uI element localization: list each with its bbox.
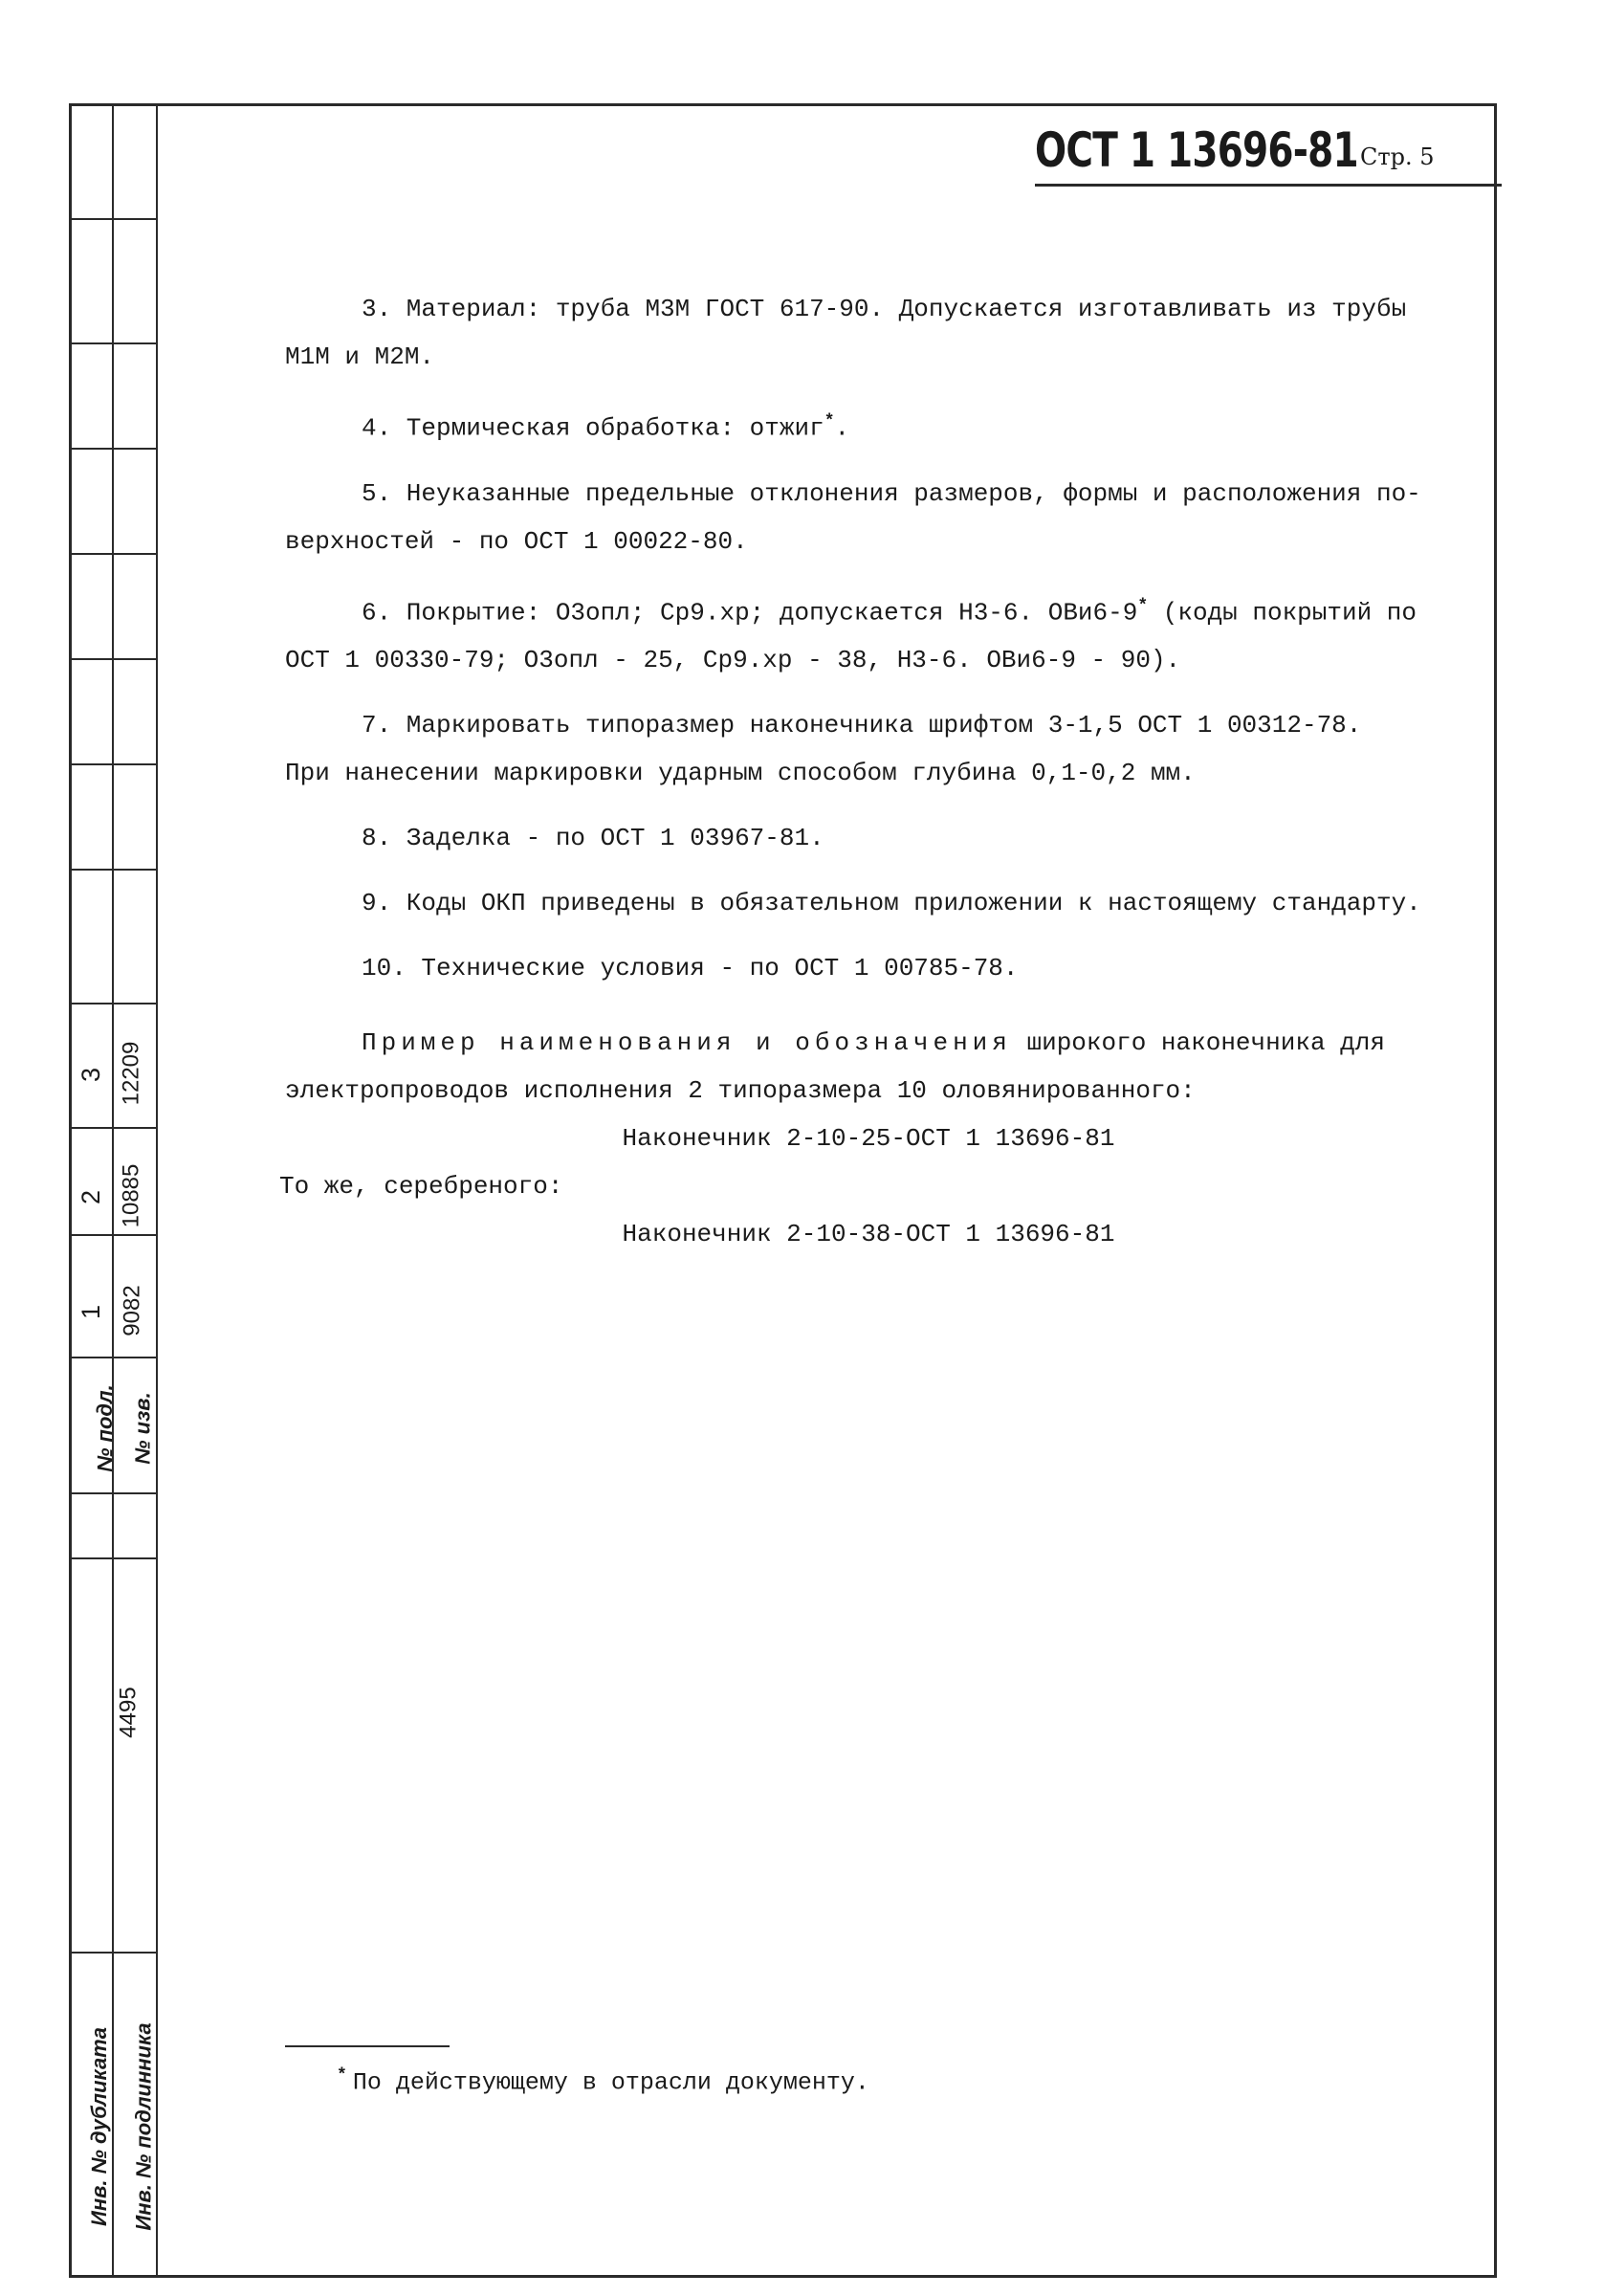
footnote-text: По действующему в отрасли документу. <box>352 2068 869 2097</box>
label-original-inventory: Инв. № подлинника <box>131 2022 156 2231</box>
page-number: Стр. 5 <box>1360 144 1435 170</box>
item-5-line-2: верхностей - по ОСТ 1 00022-80. <box>285 526 748 556</box>
item-6-line-1 <box>285 583 1452 637</box>
rev-doc-9082: 9082 <box>119 1285 145 1336</box>
item-6-line-2: ОСТ 1 00330-79; О3опл - 25, Ср9.хр - 38, Н3-6. ОВи6-9 - 90). <box>285 646 1181 675</box>
item-6-tail: (коды покрытий по <box>1148 598 1417 628</box>
stamp-row-3 <box>69 448 156 450</box>
same-silver-label: То же, серебреного: <box>279 1172 563 1202</box>
item-3-line-2: М1М и М2М. <box>285 342 435 371</box>
rev-doc-12209: 12209 <box>118 1041 144 1106</box>
item-6-note-mark: * <box>1137 596 1149 616</box>
label-notice-number: № изв. <box>130 1392 155 1465</box>
stamp-row-10 <box>69 1234 156 1236</box>
rev-num-1: 1 <box>77 1304 106 1320</box>
designation-silver: Наконечник 2-10-38-ОСТ 1 13696-81 <box>622 1220 1115 1249</box>
rev-doc-10885: 10885 <box>118 1163 144 1228</box>
item-4 <box>285 398 1452 453</box>
stamp-row-11 <box>69 1357 156 1358</box>
stamp-row-12 <box>69 1492 156 1494</box>
stamp-row-7 <box>69 869 156 871</box>
stamp-row-14 <box>69 1952 156 1954</box>
standard-code: ОСТ 1 13696-81 <box>1035 122 1358 178</box>
item-10: 10. Технические условия - по ОСТ 1 00785-78. <box>362 954 1019 983</box>
stamp-divider-2 <box>156 103 158 2278</box>
stamp-row-9 <box>69 1127 156 1129</box>
stamp-row-1 <box>69 218 156 220</box>
item-4-text: 4. Термическая обработка: отжиг <box>362 413 824 443</box>
stamp-row-2 <box>69 342 156 344</box>
label-rev-number: № подл. <box>92 1384 117 1472</box>
item-4-note-mark: * <box>824 412 835 431</box>
footnote-rule <box>285 2045 450 2047</box>
inventory-number: 4495 <box>115 1687 142 1738</box>
document-body <box>279 285 1452 1258</box>
item-7-line-2: При нанесении маркировки ударным способом глубина 0,1-0,2 мм. <box>285 759 1196 788</box>
rev-num-2: 2 <box>77 1189 106 1205</box>
example-lead: Пример наименования и обозначения <box>362 1028 1012 1058</box>
footnote-mark: * <box>337 2066 347 2086</box>
footnote <box>337 2066 869 2097</box>
example-line-2: электропроводов исполнения 2 типоразмера 10 оловянированного: <box>285 1076 1196 1106</box>
item-6-text: 6. Покрытие: О3опл; Ср9.хр; допускается Н3-6. ОВи6-9 <box>362 598 1138 628</box>
item-4-tail: . <box>834 413 850 443</box>
example-rest: широкого наконечника для <box>1011 1028 1385 1058</box>
example-line-1 <box>285 1019 1452 1067</box>
label-duplicate-inventory: Инв. № дубликата <box>86 2027 111 2226</box>
item-5-line-1: 5. Неуказанные предельные отклонения размеров, формы и расположения по- <box>362 478 1421 508</box>
stamp-row-6 <box>69 763 156 765</box>
designation-tin: Наконечник 2-10-25-ОСТ 1 13696-81 <box>622 1124 1115 1154</box>
item-3-line-1: 3. Материал: труба М3М ГОСТ 617-90. Допускается изготавливать из трубы <box>362 295 1407 323</box>
stamp-row-5 <box>69 658 156 660</box>
item-7-line-1: 7. Маркировать типоразмер наконечника шрифтом 3-1,5 ОСТ 1 00312-78. <box>362 711 1362 740</box>
stamp-row-8 <box>69 1003 156 1004</box>
stamp-row-4 <box>69 553 156 555</box>
item-8: 8. Заделка - по ОСТ 1 03967-81. <box>362 824 824 853</box>
item-9: 9. Коды ОКП приведены в обязательном приложении к настоящему стандарту. <box>362 889 1421 918</box>
document-header <box>1035 122 1502 187</box>
stamp-row-13 <box>69 1557 156 1559</box>
rev-num-3: 3 <box>77 1067 106 1083</box>
